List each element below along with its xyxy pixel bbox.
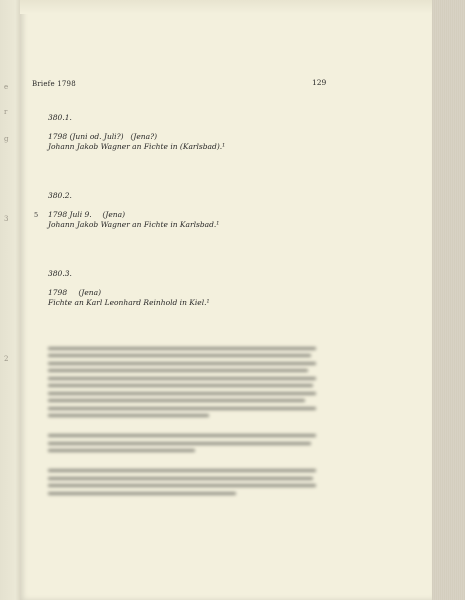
margin-mark: 3 (4, 215, 9, 223)
page-top-edge (20, 0, 433, 14)
letter-entry (48, 113, 225, 152)
entry-number: 380.1. (48, 113, 72, 122)
entry-number: 380.3. (48, 269, 72, 278)
entry-date: 1798 Juli 9. (48, 210, 92, 219)
entry-number: 380.2. (48, 191, 72, 200)
line-number: 5 (34, 211, 39, 219)
page-number: 129 (312, 78, 327, 87)
letter-entry (48, 191, 219, 230)
margin-mark: 2 (4, 355, 9, 363)
entry-place: (Jena?) (130, 132, 158, 141)
entry-addressee: Fichte an Karl Leonhard Reinhold in Kiel.¹ (48, 298, 210, 307)
entry-date-line (48, 132, 225, 142)
entry-date-line (48, 288, 210, 298)
margin-mark: r (4, 108, 8, 116)
entry-place: (Jena) (78, 288, 101, 297)
entry-date-line (48, 210, 219, 220)
entry-place: (Jena) (102, 210, 125, 219)
footnotes-blurred (48, 342, 316, 499)
entry-date: 1798 (48, 288, 68, 297)
entry-date: 1798 (Juni od. Juli?) (48, 132, 124, 141)
margin-mark: e (4, 83, 9, 91)
running-head: Briefe 1798 (32, 80, 76, 88)
book-cover-cloth (432, 0, 465, 600)
entry-addressee: Johann Jakob Wagner an Fichte in Karlsbad.¹ (48, 220, 220, 229)
entry-addressee: Johann Jakob Wagner an Fichte in (Karlsbad).¹ (48, 142, 226, 151)
letter-entry (48, 269, 210, 308)
margin-mark: g (4, 135, 9, 143)
facing-page-edge (0, 0, 22, 600)
